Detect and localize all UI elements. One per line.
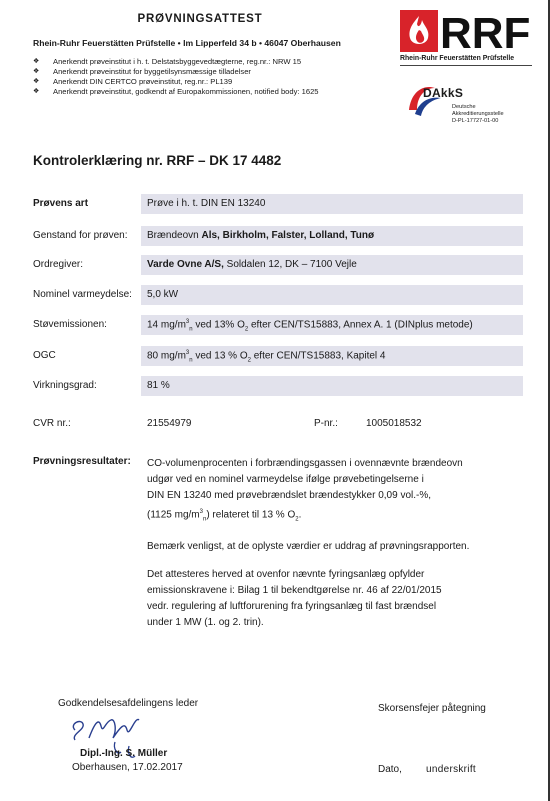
signature-label: underskrift	[426, 764, 476, 775]
results-note: Bemærk venligst, at de oplyste værdier er uddrag af prøvningsrapporten.	[147, 541, 470, 553]
diamond-bullet-icon: ❖	[33, 68, 40, 75]
header-address: Rhein-Ruhr Feuerstätten Prüfstelle • Im Lipperfeld 34 b • 46047 Oberhausen	[33, 38, 341, 48]
rrf-logo	[400, 10, 532, 52]
diamond-bullet-icon: ❖	[33, 58, 40, 65]
approval-head-label: Godkendelsesafdelingens leder	[58, 698, 199, 709]
dakks-mark	[405, 80, 535, 132]
field-value: Brændeovn Als, Birkholm, Falster, Lolland, Tunø	[141, 226, 523, 246]
cvr-label: CVR nr.:	[33, 418, 71, 429]
dakks-title: DAkkS	[423, 86, 464, 100]
field-label: Virkningsgrad:	[33, 380, 97, 391]
field-value: Varde Ovne A/S, Soldalen 12, DK – 7100 Vejle	[141, 255, 523, 275]
accreditation-item: ❖ Anerkendt prøveinstitut i h. t. Delstatsbyggevedtægterne, reg.nr.: NRW 15	[33, 57, 302, 66]
field-value: Prøve i h. t. DIN EN 13240	[141, 194, 523, 214]
control-declaration-title: Kontrolerklæring nr. RRF – DK 17 4482	[33, 153, 282, 168]
diamond-bullet-icon: ❖	[33, 88, 40, 95]
accreditation-item: ❖ Anerkendt prøveinstitut for byggetilsynsmæssige tilladelser	[33, 67, 251, 76]
field-row-genstand	[33, 226, 523, 246]
date-label: Dato,	[378, 764, 402, 775]
accreditation-item: ❖ Anerkendt prøveinstitut, godkendt af Europakommissionen, notified body: 1625	[33, 87, 319, 96]
diamond-bullet-icon: ❖	[33, 78, 40, 85]
field-label: Støvemissionen:	[33, 319, 107, 330]
pnr-value: 1005018532	[366, 418, 422, 429]
logo-subtitle: Rhein-Ruhr Feuerstätten Prüfstelle	[400, 55, 515, 62]
field-row-varmeydelse	[33, 285, 523, 305]
field-value: 5,0 kW	[141, 285, 523, 305]
field-row-virkningsgrad	[33, 376, 523, 396]
cvr-value: 21554979	[147, 418, 192, 429]
field-row-ordregiver	[33, 255, 523, 275]
header-title: PRØVNINGSATTEST	[137, 13, 263, 25]
field-row-stoev	[33, 315, 523, 335]
field-row-art	[33, 194, 523, 214]
dakks-line: Akkreditierungsstelle	[452, 111, 504, 117]
field-label: OGC	[33, 350, 56, 361]
place-date: Oberhausen, 17.02.2017	[72, 762, 183, 773]
accreditation-list	[33, 57, 393, 97]
pnr-label: P-nr.:	[314, 418, 338, 429]
dakks-line: Deutsche	[452, 104, 476, 110]
field-value: 81 %	[141, 376, 523, 396]
signer-name: Dipl.-Ing. S. Müller	[80, 748, 168, 759]
field-value: 80 $mg/m^3_n$ ved 13 % $O_2$ efter CEN/TS15883, Kapitel 4	[141, 346, 523, 366]
field-value: 14 $mg/m^3_n$ ved 13% $O_2$ efter CEN/TS15883, Annex A. 1 (DINplus metode)	[141, 315, 523, 335]
field-label: Ordregiver:	[33, 259, 84, 270]
field-label: Genstand for prøven:	[33, 230, 128, 241]
field-label: Nominel varmeydelse:	[33, 289, 132, 300]
results-label: Prøvningsresultater:	[33, 456, 131, 467]
accreditation-item: ❖ Anerkendt DIN CERTCO prøveinstitut, reg.nr.: PL139	[33, 77, 233, 86]
svg-text:RRF: RRF	[440, 10, 531, 52]
field-row-ogc	[33, 346, 523, 366]
field-label: Prøvens art	[33, 198, 89, 209]
dakks-registration: D-PL-17727-01-00	[452, 118, 499, 124]
chimney-sweep-label: Skorsensfejer påtegning	[378, 703, 486, 714]
results-text: CO-volumenprocenten i forbrændingsgassen i ovennævnte brændeovn udgør ved en nominel varmeydelse ifølge prøvebetingelserne i DIN EN 13240 med prøvebrændslet brændestykker 0,09 vol.-%, (1125 $mg/m^3_n$) relateret til 13 % $O_2$. Bemærk venligst, at de oplyste værdier er uddrag af prøvningsrapporten. Det attesteres herved at ovenfor nævnte fyringsanlæg opfylder emissionskravene i: Bilag 1 til bekendtgørelse nr. 46 af 22/01/2015 vedr. regulering af luftforurening fra fyringsanlæg til fast brændsel under 1 MW (1. og 2. trin).	[147, 456, 527, 631]
logo-divider	[400, 65, 532, 66]
